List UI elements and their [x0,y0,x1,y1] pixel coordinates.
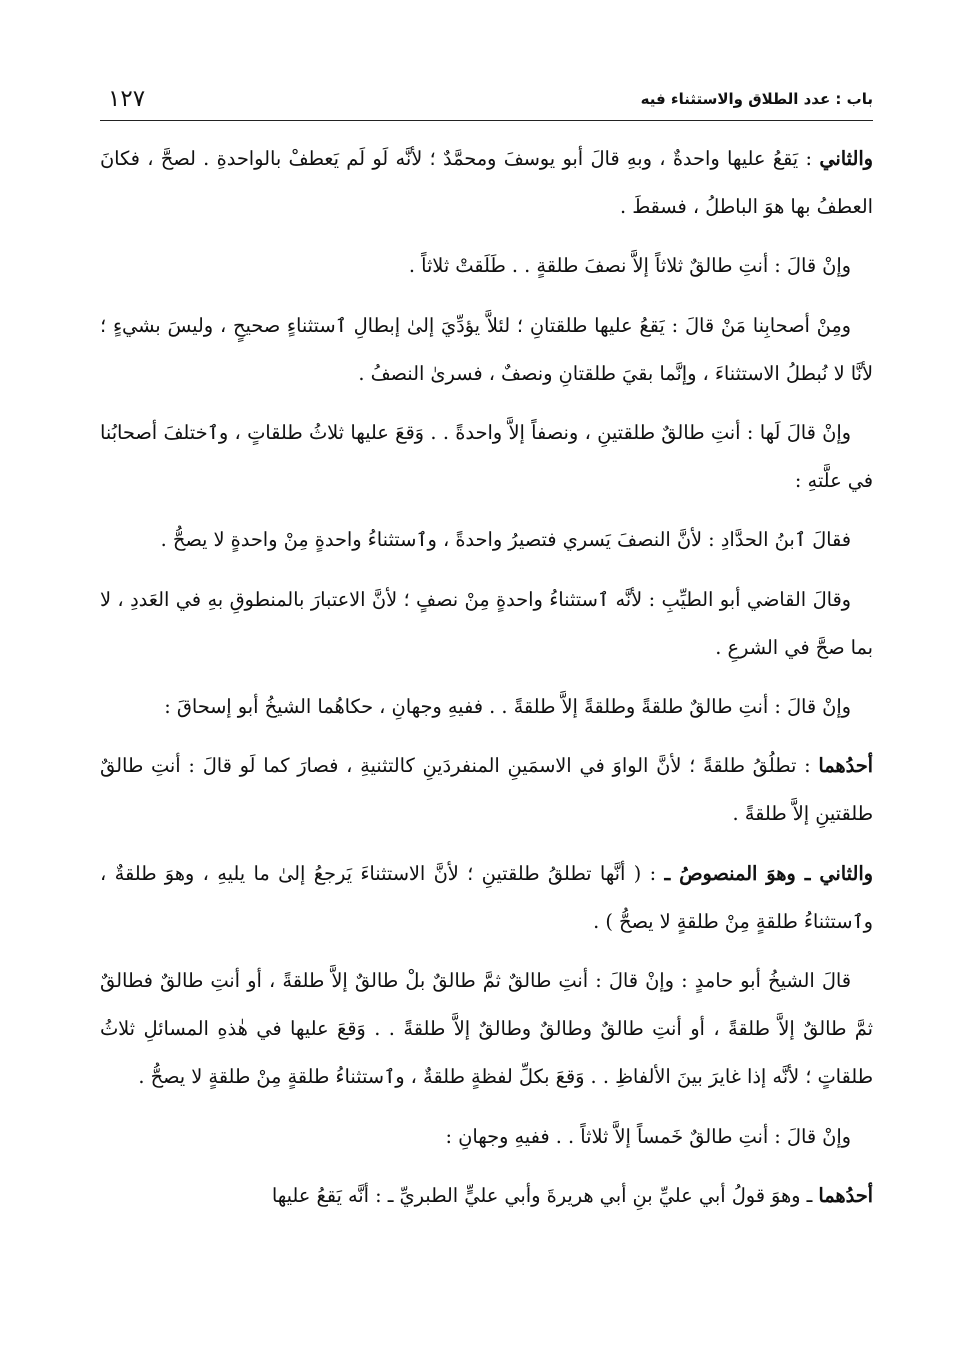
paragraph [100,135,873,231]
running-header [100,82,873,121]
paragraph [100,1113,873,1161]
paragraph-text: ـ وهوَ قولُ أبي عليِّ بنِ أبي هريرةَ وأبي عليٍّ الطبريِّ ـ : أنَّه يَقعُ عليها [271,1183,819,1207]
paragraph [100,1172,873,1220]
main-text [100,135,873,1231]
paragraph-lead: أحدُهما [818,1183,873,1207]
paragraph [100,683,873,731]
paragraph [100,850,873,946]
paragraph-lead: أحدُهما [818,754,873,778]
paragraph [100,516,873,564]
paragraph-text: فقالَ ٱبنُ الحدَّادِ : لأنَّ النصفَ يَسري فتصيرُ واحدةً ، وٱستثناءُ واحدةٍ مِنْ واحدةٍ لا يصحُّ . [160,528,851,552]
page-number: ١٢٧ [108,86,146,112]
paragraph [100,409,873,505]
paragraph-text: وإنْ قالَ لَها : أنتِ طالقٌ طلقتينِ ، ونصفاً إلاَّ واحدةً . . وَقعَ عليها ثلاثُ طلقاتٍ ، وٱختلفَ أصحابُنا في علَّتهِ : [100,421,873,493]
chapter-title: باب : عدد الطلاق والاستثناء فيه [640,90,873,108]
paragraph-text: قالَ الشيخُ أبو حامدٍ : وإنْ قالَ : أنتِ طالقٌ ثمَّ طالقٌ بلْ طالقٌ إلاَّ طلقةً ، أو أنتِ طالقٌ فطالقٌ ثمَّ طالقٌ إلاَّ طلقةً ، أو أنتِ طالقٌ وطالقٌ وطالقٌ إلاَّ طلقةً . . وَقعَ عليها في هٰذهِ المسائلِ ثلاثُ طلقاتٍ ؛ لأنَّه إذا غايرَ بينَ الألفاظِ . . وَقعَ بكلِّ لفظةٍ طلقةٌ ، وٱستثناءُ طلقةٍ مِنْ طلقةٍ لا يصحُّ . [100,969,873,1089]
paragraph-text: : ( أنَّها تطلقُ طلقتينِ ؛ لأنَّ الاستثناءَ يَرجعُ إلىٰ ما يليهِ ، وهوَ طلقةٌ ، وٱستثناءُ طلقةٍ مِنْ طلقةٍ لا يصحُّ ) . [100,861,873,933]
paragraph-text: : يَقعُ عليها واحدةٌ ، وبهِ قالَ أبو يوسفَ ومحمَّدٌ ؛ لأنَّه لَو لَم يَعطفْ بالواحدةِ . لصحَّ ، فكانَ العطفُ بها هوَ الباطلُ ، فسقطَ . [100,147,873,219]
paragraph-text: وقالَ القاضي أبو الطيِّبِ : لأنَّه ٱستثناءُ واحدةٍ مِنْ نصفٍ ؛ لأنَّ الاعتبارَ بالمنطوقِ بهِ في العَددِ ، لا بما صحَّ في الشرعِ . [100,587,873,659]
paragraph [100,302,873,398]
paragraph [100,242,873,290]
paragraph-text: : تطلُقُ طلقةً ؛ لأنَّ الواوَ في الاسمَينِ المنفردَينِ كالتثنيةِ ، فصارَ كما لَو قالَ : أنتِ طالقٌ طلقتينِ إلاَّ طلقةً . [100,754,873,826]
paragraph [100,957,873,1102]
paragraph-lead: والثاني ـ وهوَ المنصوصُ ـ [664,861,873,885]
paragraph-text: وإنْ قالَ : أنتِ طالقٌ طلقةً وطلقةً إلاَّ طلقةً . . ففيهِ وجهانِ ، حكاهُما الشيخُ أبو إسحاقَ : [164,695,851,719]
paragraph-text: وإنْ قالَ : أنتِ طالقٌ خَمساً إلاَّ ثلاثاً . . ففيهِ وجهانِ : [445,1124,851,1148]
paragraph [100,742,873,838]
paragraph-lead: والثاني [819,147,873,170]
paragraph [100,576,873,672]
paragraph-text: وإنْ قالَ : أنتِ طالقٌ ثلاثاً إلاَّ نصفَ طلقةٍ . . طَلَقتْ ثلاثاً . [408,254,851,278]
paragraph-text: ومِنْ أصحابِنا مَنْ قالَ : يَقعُ عليها طلقتانِ ؛ لئلاَّ يؤدِّيَ إلىٰ إبطالِ ٱستثناءٍ صحيحٍ ، وليسَ بشيءٍ ؛ لأنَّا لا نُبطلُ الاستثناءَ ، وإنَّما بقيَ طلقتانِ ونصفٌ ، فسرىٰ النصفُ . [100,313,873,385]
